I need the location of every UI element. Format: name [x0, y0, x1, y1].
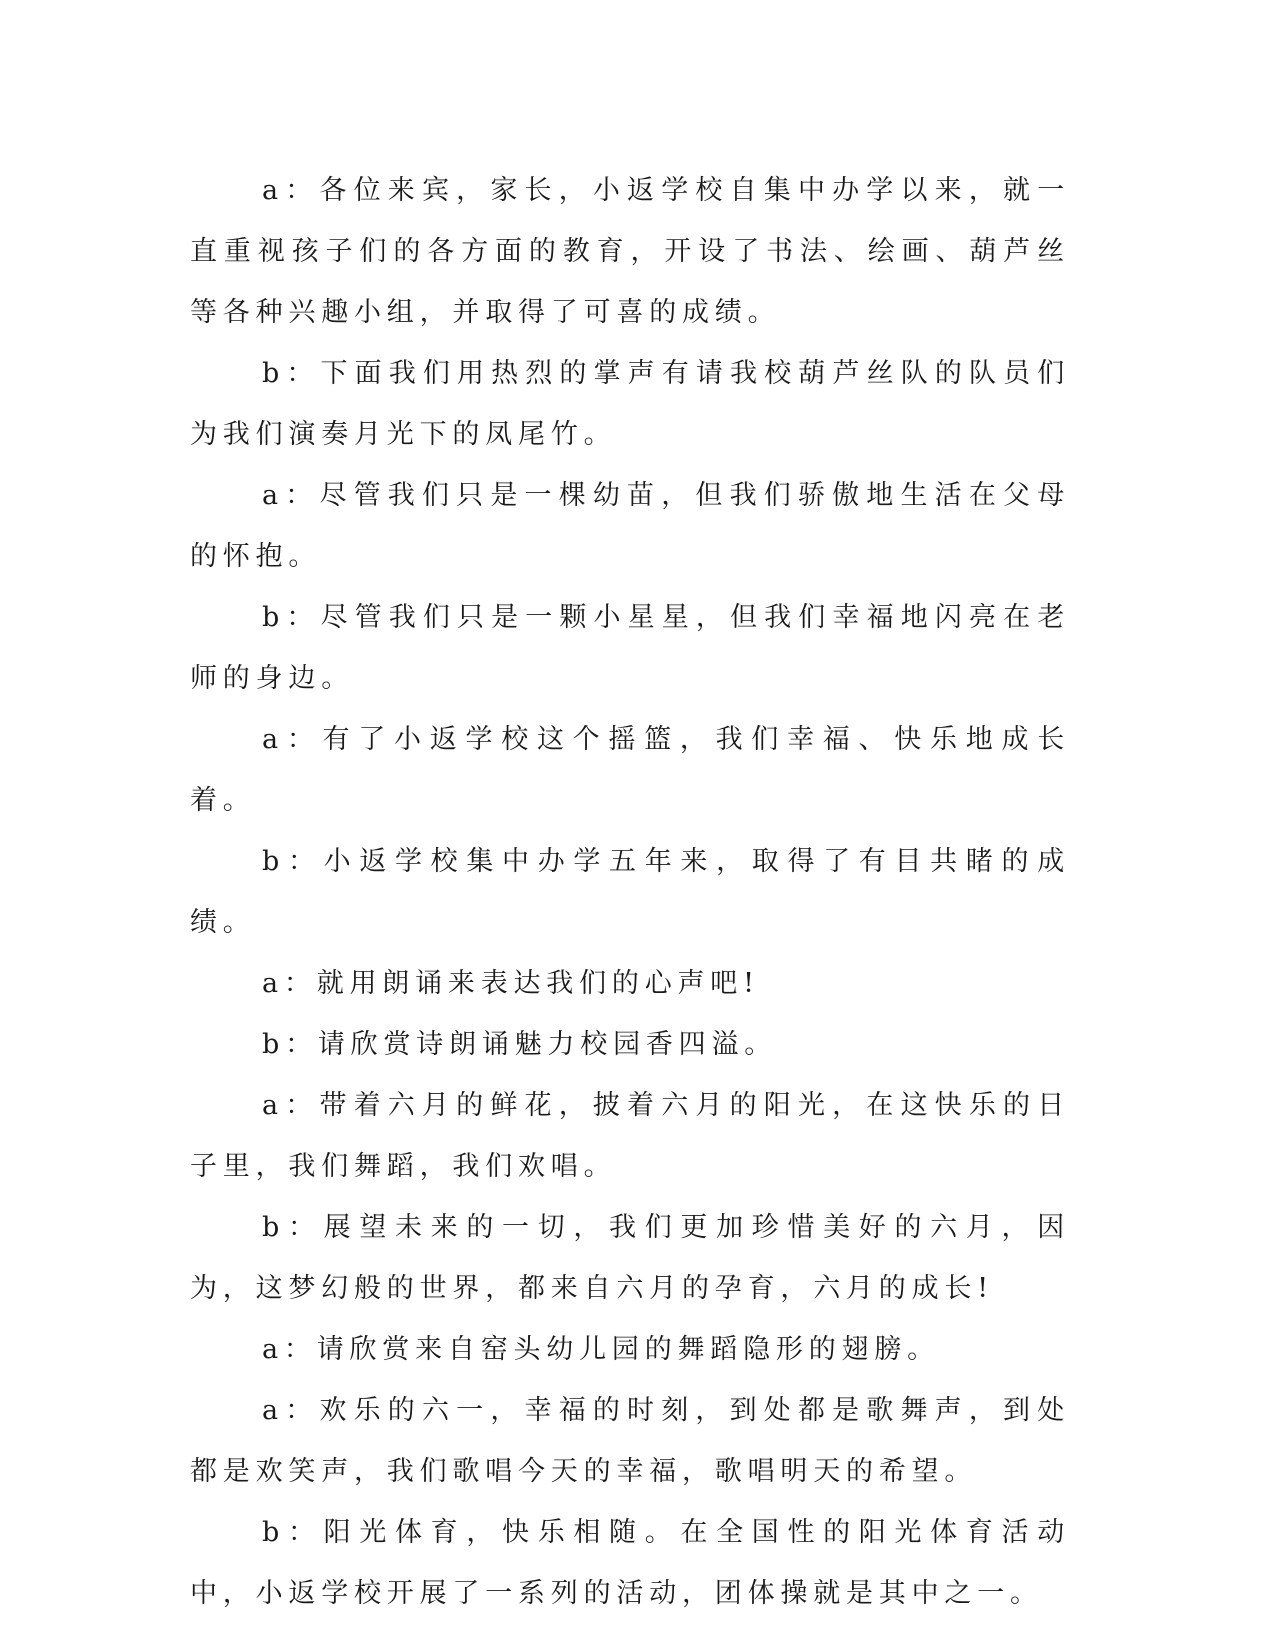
paragraph-11: a：请欣赏来自窑头幼儿园的舞蹈隐形的翅膀。	[262, 1334, 940, 1365]
paragraph-12: a：欢乐的六一，幸福的时刻，到处都是歌舞声，到处都是欢笑声，我们歌唱今天的幸福，歌唱明天的希望。	[190, 1395, 1070, 1487]
paragraph-3: a：尽管我们只是一棵幼苗，但我们骄傲地生活在父母的怀抱。	[190, 480, 1070, 572]
paragraph-6: b：小返学校集中办学五年来，取得了有目共睹的成绩。	[190, 846, 1070, 938]
paragraph-13: b：阳光体育，快乐相随。在全国性的阳光体育活动中，小返学校开展了一系列的活动，团体操就是其中之一。	[190, 1517, 1070, 1609]
paragraph-5: a：有了小返学校这个摇篮，我们幸福、快乐地成长着。	[190, 724, 1070, 816]
document-body	[190, 160, 1070, 1624]
paragraph-10: b：展望未来的一切，我们更加珍惜美好的六月，因为，这梦幻般的世界，都来自六月的孕育，六月的成长!	[190, 1212, 1070, 1304]
paragraph-8: b：请欣赏诗朗诵魅力校园香四溢。	[262, 1029, 778, 1060]
paragraph-2: b：下面我们用热烈的掌声有请我校葫芦丝队的队员们为我们演奏月光下的凤尾竹。	[190, 358, 1070, 450]
paragraph-7: a：就用朗诵来表达我们的心声吧!	[262, 968, 760, 999]
paragraph-9: a：带着六月的鲜花，披着六月的阳光，在这快乐的日子里，我们舞蹈，我们欢唱。	[190, 1090, 1070, 1182]
paragraph-1: a：各位来宾，家长，小返学校自集中办学以来，就一直重视孩子们的各方面的教育，开设了书法、绘画、葫芦丝等各种兴趣小组，并取得了可喜的成绩。	[190, 175, 1070, 328]
paragraph-4: b：尽管我们只是一颗小星星，但我们幸福地闪亮在老师的身边。	[190, 602, 1070, 694]
